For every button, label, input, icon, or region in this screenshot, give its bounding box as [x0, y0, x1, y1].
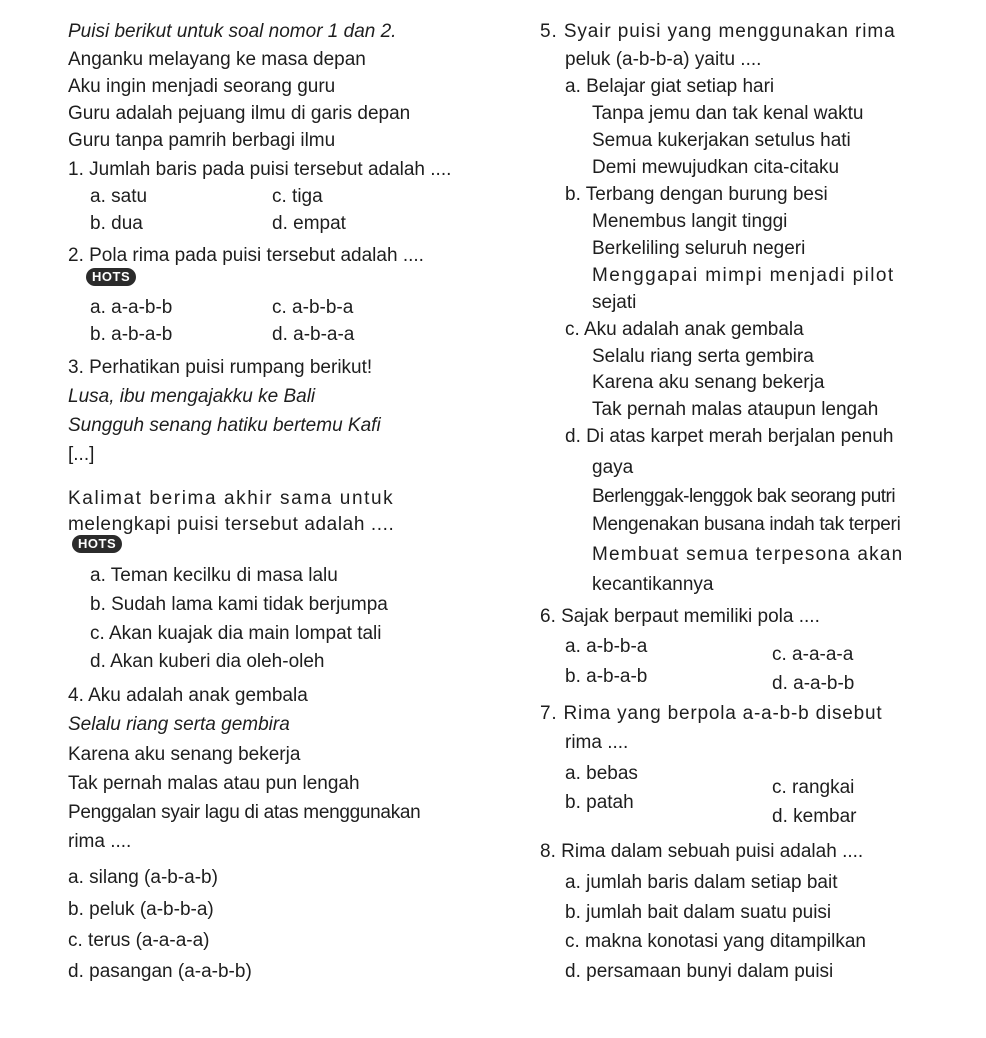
- q6-option-b: b. a-b-a-b: [565, 666, 648, 687]
- q5-option-c-line-3: Karena aku senang bekerja: [592, 372, 825, 393]
- q6-option-d: d. a-a-b-b: [772, 673, 855, 694]
- q3-poem-line-1: Lusa, ibu mengajakku ke Bali: [68, 386, 316, 407]
- q5-stem-1: 5. Syair puisi yang menggunakan rima: [540, 21, 896, 42]
- q5-option-b-line-1: b. Terbang dengan burung besi: [565, 184, 828, 205]
- q4-instruction-2: rima ....: [68, 831, 132, 852]
- q5-option-c-line-1: c. Aku adalah anak gembala: [565, 319, 804, 340]
- q8-option-c: c. makna konotasi yang ditampilkan: [565, 931, 866, 952]
- q3-poem-line-2: Sungguh senang hatiku bertemu Kafi: [68, 415, 381, 436]
- q3-option-d: d. Akan kuberi dia oleh-oleh: [90, 651, 325, 672]
- q8-option-d: d. persamaan bunyi dalam puisi: [565, 961, 834, 982]
- q1-option-b: b. dua: [90, 213, 143, 234]
- q4-poem-line-3: Tak pernah malas atau pun lengah: [68, 773, 360, 794]
- q5-option-d-line-3: Berlenggak-lenggok bak seorang putri: [592, 486, 896, 507]
- q4-instruction-1: Penggalan syair lagu di atas menggunakan: [68, 802, 421, 823]
- poem1-line-4: Guru tanpa pamrih berbagi ilmu: [68, 130, 336, 151]
- q4-stem: 4. Aku adalah anak gembala: [68, 685, 308, 706]
- q5-option-d-line-5: Membuat semua terpesona akan: [592, 544, 904, 565]
- q5-option-a-line-1: a. Belajar giat setiap hari: [565, 76, 775, 97]
- q5-option-a-line-2: Tanpa jemu dan tak kenal waktu: [592, 103, 864, 124]
- q4-option-d: d. pasangan (a-a-b-b): [68, 961, 252, 982]
- q5-option-b-line-4: Menggapai mimpi menjadi pilot: [592, 265, 895, 286]
- q5-option-c-line-2: Selalu riang serta gembira: [592, 346, 814, 367]
- q5-option-d-line-1: d. Di atas karpet merah berjalan penuh: [565, 426, 894, 447]
- q6-option-c: c. a-a-a-a: [772, 644, 854, 665]
- q5-option-b-line-5: sejati: [592, 292, 637, 313]
- q2-option-d: d. a-b-a-a: [272, 324, 355, 345]
- poem1-line-1: Anganku melayang ke masa depan: [68, 49, 366, 70]
- q3-instruction-1: Kalimat berima akhir sama untuk: [68, 488, 395, 509]
- q6-option-a: a. a-b-b-a: [565, 636, 648, 657]
- q5-stem-2: peluk (a-b-b-a) yaitu ....: [565, 49, 762, 70]
- q5-option-b-line-2: Menembus langit tinggi: [592, 211, 788, 232]
- q7-option-b: b. patah: [565, 792, 634, 813]
- q4-poem-line-2: Karena aku senang bekerja: [68, 744, 301, 765]
- q5-option-a-line-4: Demi mewujudkan cita-citaku: [592, 157, 840, 178]
- q4-option-c: c. terus (a-a-a-a): [68, 930, 210, 951]
- q3-option-b: b. Sudah lama kami tidak berjumpa: [90, 594, 388, 615]
- q5-option-a-line-3: Semua kukerjakan setulus hati: [592, 130, 851, 151]
- q7-stem-1: 7. Rima yang berpola a-a-b-b disebut: [540, 703, 883, 724]
- q1-option-c: c. tiga: [272, 186, 323, 207]
- intro-text: Puisi berikut untuk soal nomor 1 dan 2.: [68, 21, 397, 42]
- q5-option-d-line-6: kecantikannya: [592, 574, 714, 595]
- q3-stem: 3. Perhatikan puisi rumpang berikut!: [68, 357, 373, 378]
- q1-stem: 1. Jumlah baris pada puisi tersebut adalah ....: [68, 159, 452, 180]
- q1-option-a: a. satu: [90, 186, 148, 207]
- q4-option-a: a. silang (a-b-a-b): [68, 867, 218, 888]
- q7-stem-2: rima ....: [565, 732, 629, 753]
- q5-option-c-line-4: Tak pernah malas ataupun lengah: [592, 399, 879, 420]
- q2-stem: 2. Pola rima pada puisi tersebut adalah ....: [68, 245, 424, 266]
- q5-option-d-line-4: Mengenakan busana indah tak terperi: [592, 514, 901, 535]
- q8-stem: 8. Rima dalam sebuah puisi adalah ....: [540, 841, 864, 862]
- q3-poem-line-3: [...]: [68, 444, 95, 465]
- q3-option-c: c. Akan kuajak dia main lompat tali: [90, 623, 382, 644]
- poem1-line-3: Guru adalah pejuang ilmu di garis depan: [68, 103, 411, 124]
- q7-option-c: c. rangkai: [772, 777, 855, 798]
- q4-option-b: b. peluk (a-b-b-a): [68, 899, 214, 920]
- poem1-line-2: Aku ingin menjadi seorang guru: [68, 76, 336, 97]
- q2-hots-badge: HOTS: [86, 268, 136, 286]
- q1-option-d: d. empat: [272, 213, 346, 234]
- q5-option-b-line-3: Berkeliling seluruh negeri: [592, 238, 806, 259]
- q2-option-a: a. a-a-b-b: [90, 297, 173, 318]
- q7-option-d: d. kembar: [772, 806, 857, 827]
- q3-instruction-2: melengkapi puisi tersebut adalah ....: [68, 514, 395, 535]
- q7-option-a: a. bebas: [565, 763, 638, 784]
- q8-option-a: a. jumlah baris dalam setiap bait: [565, 872, 838, 893]
- q6-stem: 6. Sajak berpaut memiliki pola ....: [540, 606, 820, 627]
- q4-poem-line-1: Selalu riang serta gembira: [68, 714, 290, 735]
- q2-option-b: b. a-b-a-b: [90, 324, 173, 345]
- q3-hots-badge: HOTS: [72, 535, 122, 553]
- q3-option-a: a. Teman kecilku di masa lalu: [90, 565, 338, 586]
- q2-option-c: c. a-b-b-a: [272, 297, 354, 318]
- q8-option-b: b. jumlah bait dalam suatu puisi: [565, 902, 832, 923]
- q5-option-d-line-2: gaya: [592, 457, 634, 478]
